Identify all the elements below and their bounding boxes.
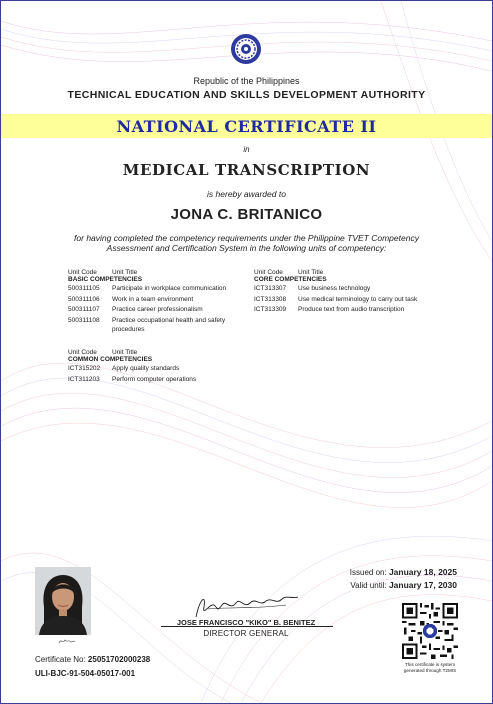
qr-note-line-1: This certificate is system (404, 662, 456, 667)
unit-title-header: Unit Title (298, 269, 324, 276)
unit-header (68, 269, 243, 276)
unit-code: ICT315202 (68, 365, 101, 372)
signatory-name: JOSE FRANCISCO "KIKO" B. BENITEZ (176, 618, 316, 627)
unit-code: 500311105 (68, 285, 100, 292)
certificate-level-title: NATIONAL CERTIFICATE II (116, 117, 377, 136)
holder-photo (35, 567, 91, 635)
holder-name: JONA C. BRITANICO (170, 206, 323, 223)
uli-number: ULI-BJC-91-504-05017-001 (35, 669, 136, 678)
unit-row (254, 305, 454, 314)
unit-code: 500311107 (68, 306, 100, 313)
unit-row (68, 284, 243, 293)
unit-code-header: Unit Code (254, 269, 283, 276)
unit-title: Practice career professionalism (112, 306, 203, 313)
certificate-number (35, 655, 150, 664)
unit-header (254, 269, 454, 276)
unit-code: ICT311203 (68, 375, 100, 383)
agency-name: TECHNICAL EDUCATION AND SKILLS DEVELOPMENT AUTHORITY (67, 89, 426, 101)
awarded-text: is hereby awarded to (207, 189, 286, 199)
issued-on (350, 566, 457, 579)
issuance-block (350, 566, 457, 592)
qr-note-line-2: generated through T2MIS (403, 668, 457, 673)
unit-row (68, 364, 243, 373)
unit-header (68, 349, 243, 356)
valid-date: January 17, 2030 (388, 580, 457, 590)
unit-row (68, 316, 240, 334)
republic-text: Republic of the Philippines (193, 76, 300, 86)
unit-row (68, 295, 243, 304)
unit-row (254, 295, 454, 304)
unit-title: Work in a team environment (112, 295, 194, 303)
unit-code: 500311106 (68, 295, 100, 303)
valid-until (350, 579, 457, 592)
signatory-role: DIRECTOR GENERAL (203, 629, 289, 638)
issued-date: January 18, 2025 (388, 567, 457, 577)
qualification-title: MEDICAL TRANSCRIPTION (122, 161, 371, 179)
certificate-number-label: Certificate No: (35, 655, 86, 664)
qr-note (395, 662, 465, 674)
basic-competencies-block (68, 269, 243, 334)
unit-title: Participate in workplace communication (112, 285, 227, 292)
unit-code: ICT313307 (254, 285, 287, 292)
unit-title: Produce text from audio transcription (298, 306, 405, 313)
common-competencies-block (68, 349, 243, 384)
unit-code: 500311108 (68, 316, 100, 324)
section-heading-basic: BASIC COMPETENCIES (68, 276, 143, 283)
unit-row (68, 375, 243, 384)
in-text: in (243, 145, 250, 154)
certificate-description: for having completed the competency requirements under the Philippine TVET Competency Assessment and Certification System in the following units of competency: (74, 233, 419, 253)
unit-row (68, 305, 243, 314)
certificate-number-value: 25051702000238 (87, 655, 151, 664)
unit-code-header: Unit Code (68, 349, 97, 356)
unit-title: Practice occupational health and safety procedures (112, 316, 226, 333)
unit-title: Use business technology (298, 285, 371, 292)
issued-label: Issued on: (349, 568, 387, 577)
holder-portrait-image (35, 567, 91, 635)
unit-code: ICT313308 (254, 295, 287, 303)
unit-title-header: Unit Title (112, 269, 138, 276)
tesda-seal-icon (230, 33, 262, 65)
unit-title-header: Unit Title (112, 349, 138, 356)
qr-code-icon (402, 603, 458, 659)
holder-signature-image (57, 637, 77, 645)
unit-title: Perform computer operations (112, 375, 197, 383)
unit-title: Apply quality standards (112, 365, 180, 372)
unit-title: Use medical terminology to carry out task (298, 295, 418, 303)
section-heading-core: CORE COMPETENCIES (254, 276, 327, 283)
signature-line (161, 626, 333, 627)
section-heading-common: COMMON COMPETENCIES (68, 356, 153, 363)
valid-label: Valid until: (350, 581, 387, 590)
unit-row (254, 284, 454, 293)
core-competencies-block (254, 269, 454, 314)
unit-code: ICT313309 (254, 306, 287, 313)
unit-code-header: Unit Code (68, 269, 97, 276)
